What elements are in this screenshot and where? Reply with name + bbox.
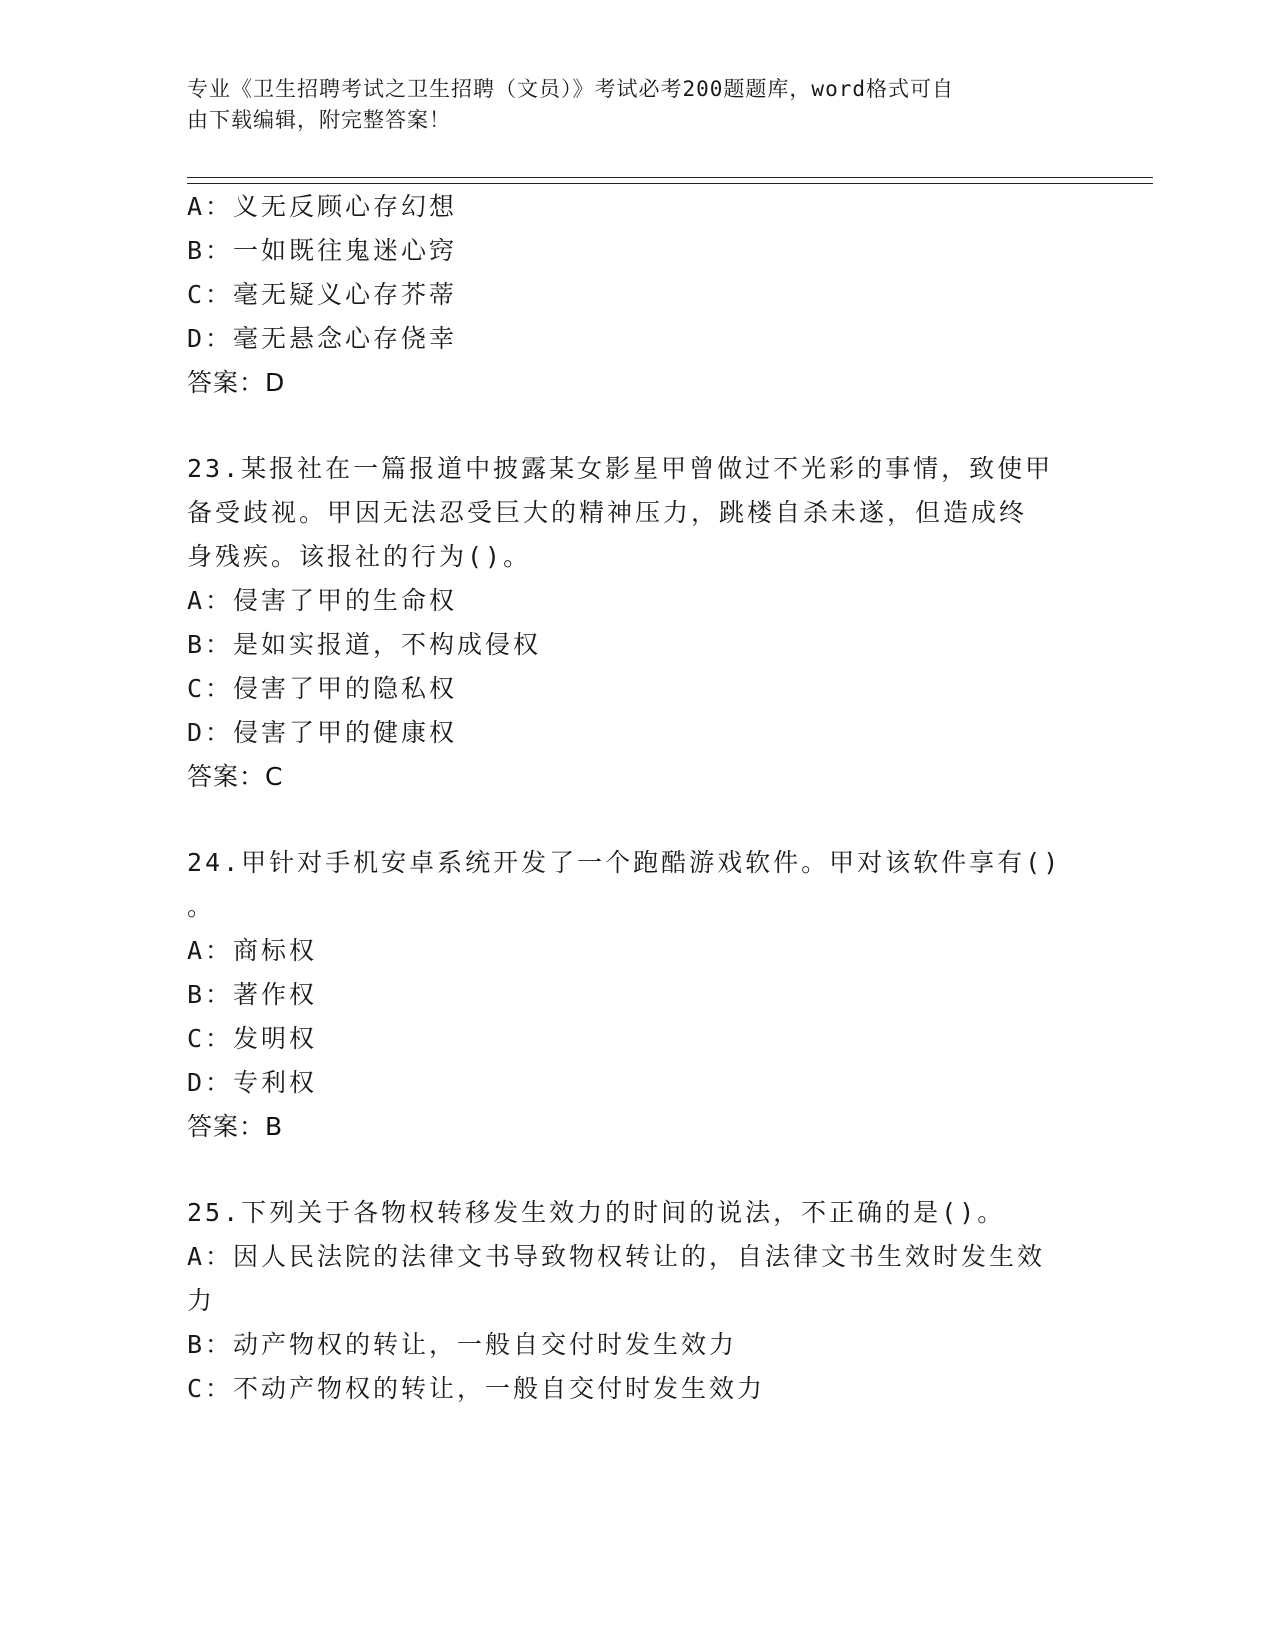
q23-option-a: A：侵害了甲的生命权 (187, 586, 458, 615)
q22-option-a: A：义无反顾心存幻想 (187, 192, 458, 221)
q24-option-a: A：商标权 (187, 936, 318, 965)
q22-option-b: B：一如既往鬼迷心窍 (187, 236, 458, 265)
q23-answer: 答案：C (187, 762, 284, 791)
header-rule-top (187, 177, 1153, 178)
q25-option-a-line-1: A：因人民法院的法律文书导致物权转让的，自法律文书生效时发生效 (187, 1242, 1046, 1271)
q23-option-d: D：侵害了甲的健康权 (187, 718, 458, 747)
q23-stem-line-1: 23.某报社在一篇报道中披露某女影星甲曾做过不光彩的事情，致使甲 (187, 454, 1054, 483)
q22-option-d: D：毫无悬念心存侥幸 (187, 324, 458, 353)
q23-stem-line-3: 身残疾。该报社的行为()。 (187, 542, 532, 571)
q23-stem-line-2: 备受歧视。甲因无法忍受巨大的精神压力，跳楼自杀未遂，但造成终 (187, 498, 1028, 527)
q25-stem: 25.下列关于各物权转移发生效力的时间的说法，不正确的是()。 (187, 1198, 1006, 1227)
q23-option-c: C：侵害了甲的隐私权 (187, 674, 458, 703)
header-line-2: 由下载编辑，附完整答案！ (187, 108, 451, 132)
q23-option-b: B：是如实报道，不构成侵权 (187, 630, 542, 659)
document-header (187, 74, 1067, 136)
q24-stem-line-2: 。 (187, 892, 216, 921)
q24-option-c: C：发明权 (187, 1024, 318, 1053)
q24-answer: 答案：B (187, 1112, 284, 1141)
header-line-1: 专业《卫生招聘考试之卫生招聘（文员）》考试必考200题题库，word格式可自 (187, 77, 954, 101)
q24-option-b: B：著作权 (187, 980, 318, 1009)
q22-option-c: C：毫无疑义心存芥蒂 (187, 280, 458, 309)
q22-answer: 答案：D (187, 368, 286, 397)
q25-option-c: C：不动产物权的转让，一般自交付时发生效力 (187, 1374, 766, 1403)
q24-option-d: D：专利权 (187, 1068, 318, 1097)
q25-option-b: B：动产物权的转让，一般自交付时发生效力 (187, 1330, 738, 1359)
q24-stem-line-1: 24.甲针对手机安卓系统开发了一个跑酷游戏软件。甲对该软件享有() (187, 848, 1062, 877)
q25-option-a-line-2: 力 (187, 1286, 216, 1315)
